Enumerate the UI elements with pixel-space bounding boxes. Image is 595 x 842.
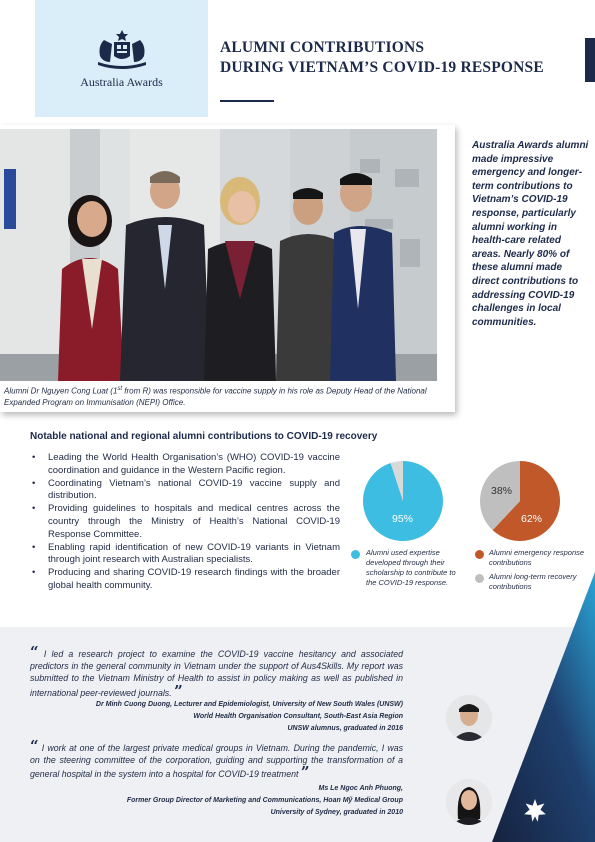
attribution-line: UNSW alumnus, graduated in 2016: [287, 725, 403, 732]
list-item-text: Enabling rapid identification of new COVID-19 variants in Vietnam through joint research with Australian specialists.: [48, 541, 340, 566]
list-item-text: Coordinating Vietnam’s national COVID-19 vaccine supply and distribution.: [48, 477, 340, 502]
legend-swatch-recovery: [475, 574, 484, 583]
title-line-1: ALUMNI CONTRIBUTIONS: [220, 39, 425, 56]
testimonial-text-1: I led a research project to examine the COVID-19 vaccine hesitancy and associated predictors in the general community in Vietnam under the support of Aus4Skills. My report was submitted to the Vietnam Ministry of Health to assist in policy making as well as published in international peer-reviewed journals.: [30, 649, 403, 698]
legend-swatch-expertise: [351, 550, 360, 559]
photo-caption: [4, 384, 449, 408]
legend-recovery: Alumni long-term recovery contributions: [489, 572, 577, 591]
pie-chart-expertise: [362, 460, 444, 542]
avatar: [446, 695, 492, 741]
testimonial-quote-2: [30, 737, 403, 782]
legend-emergency: Alumni emergency response contributions: [489, 548, 585, 567]
title-underline: [220, 100, 274, 102]
bullet-icon: •: [32, 567, 36, 579]
open-quote-icon: “: [30, 737, 39, 755]
legend-expertise: Alumni used expertise developed through their scholarship to contribute to the COVID-19 response.: [366, 548, 456, 587]
legend-swatch-emergency: [475, 550, 484, 559]
pie1-value-label: 95%: [392, 513, 414, 525]
australia-awards-logo: [35, 0, 208, 117]
contribution-list: [30, 452, 340, 593]
star-icon: [522, 798, 548, 824]
pie-chart-contribution-type: [479, 460, 561, 542]
list-item: [30, 542, 340, 568]
edge-tab: [585, 38, 595, 82]
list-item: [30, 567, 340, 593]
bullet-icon: •: [32, 503, 36, 515]
attribution-line: Ms Le Ngoc Anh Phuong,: [318, 785, 403, 792]
close-quote-icon: ”: [300, 763, 310, 782]
bullet-icon: •: [32, 477, 36, 489]
attribution-line: World Health Organisation Consultant, South-East Asia Region: [193, 713, 403, 720]
list-item-text: Providing guidelines to hospitals and medical centres across the country through the Ministry of Health’s National COVID-19 Response Committee.: [48, 503, 340, 540]
side-highlight-text: Australia Awards alumni made impressive emergency and longer-term contributions to Vietnam’s COVID-19 response, particularly alumni working in health-care related areas. Nearly 80% of these alumni made direct contributions to addressing COVID-19 challenges in local communities.: [472, 140, 589, 328]
attribution-line: University of Sydney, graduated in 2010: [270, 809, 403, 816]
bullet-icon: •: [32, 541, 36, 553]
list-item: [30, 452, 340, 478]
logo-text: Australia Awards: [80, 75, 163, 89]
attribution-line: Dr Minh Cuong Duong, Lecturer and Epidemiologist, University of New South Wales (UNSW): [95, 701, 403, 708]
coat-of-arms-icon: [92, 28, 152, 72]
caption-text-1: Alumni Dr Nguyen Cong Luat (1: [4, 386, 118, 396]
page-title: [220, 38, 580, 78]
pie2-value-label-recovery: 38%: [491, 485, 513, 497]
avatar: [446, 779, 492, 825]
list-item: [30, 503, 340, 541]
testimonial-attribution-2: [60, 783, 403, 819]
attribution-line: Former Group Director of Marketing and Communications, Hoan Mỹ Medical Group: [126, 797, 403, 804]
close-quote-icon: ”: [174, 681, 183, 700]
group-photo: [0, 129, 437, 381]
testimonial-attribution-1: [60, 699, 403, 735]
list-item-text: Leading the World Health Organisation’s (WHO) COVID-19 vaccine coordination and guidance in the Western Pacific region.: [48, 452, 340, 476]
bullet-icon: •: [32, 452, 36, 463]
caption-text-2: from R) was responsible for vaccine supply in his role as Deputy Head of the National Expanded Program on Immunisation (NEPI) Office.: [4, 386, 427, 407]
pie2-value-label-emergency: 62%: [521, 513, 543, 525]
list-item-text: Producing and sharing COVID-19 research findings with the broader global health community.: [48, 567, 340, 591]
title-line-2: DURING VIETNAM’S COVID-19 RESPONSE: [220, 59, 544, 76]
list-item: [30, 478, 340, 504]
open-quote-icon: “: [30, 643, 39, 661]
testimonial-quote-1: [30, 643, 403, 700]
photo-card: [0, 125, 455, 412]
caption-superscript: st: [117, 386, 123, 392]
section-heading: Notable national and regional alumni contributions to COVID-19 recovery: [30, 431, 378, 442]
testimonial-text-2: I work at one of the largest private medical groups in Vietnam. During the pandemic, I was on the steering committee of the corporation, guiding and supporting the transformation of a general hospital in the system into a hospital for COVID-19 treatment: [30, 743, 403, 780]
